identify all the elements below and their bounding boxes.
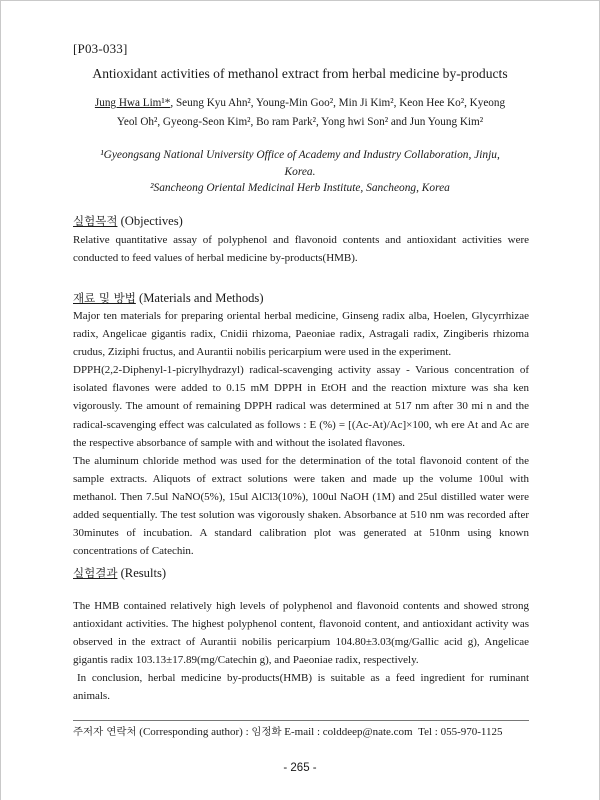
objectives-heading-ko: 실험목적 [73,214,118,228]
abstract-code: [P03-033] [73,41,128,56]
results-heading-ko: 실험결과 [73,566,118,580]
objectives-heading [73,213,529,229]
methods-paragraph-3: The aluminum chloride method was used for the determination of the total flavonoid content of the sample extracts. Aliquots of extract solutions were taken and made up the volume 100ul with methanol. Then 7.5ul NaNO(5%), 15ul AlCl3(10%), 100ul NaOH (1M) and 25ul distilled water were added sequentially. The test solution was vigorously shaken. Absorbance at 510 nm was recorded after 30minutes of incubation. A standard calibration plot was generated at 510nm using known concentrations of Catechin. [73,454,529,558]
affiliation-1a: ¹Gyeongsang National University Office of Academy and Industry Collaboration, Jinju, [100,149,500,161]
objectives-text [73,231,529,267]
author-list [61,94,539,132]
results-text [73,597,529,706]
methods-heading [73,290,529,306]
first-author: Jung Hwa Lim¹* [94,97,171,109]
objectives-heading-en: (Objectives) [120,214,183,228]
results-heading-en: (Results) [120,566,167,580]
objectives-paragraph: Relative quantitative assay of polyphenol and flavonoid contents and antioxidant activities were conducted to feed values of herbal medicine by-products(HMB). [73,234,529,265]
author-line-1: Jung Hwa Lim¹*, Seung Kyu Ahn², Young-Min Goo², Min Ji Kim², Keon Hee Ko², Kyeong [94,97,506,109]
methods-heading-en: (Materials and Methods) [139,291,264,305]
page-number: - 265 - [283,762,317,774]
paper-title: Antioxidant activities of methanol extract from herbal medicine by-products [92,66,508,81]
affiliation-1b: Korea. [284,165,316,178]
affiliations [61,147,539,197]
results-heading [73,565,529,581]
corresponding-label-en: (Corresponding author) : [139,726,249,738]
methods-text [73,307,529,560]
methods-paragraph-2: DPPH(2,2-Diphenyl-1-picrylhydrazyl) radical-scavenging activity assay - Various concentration of isolated flavones were added to 0.15 mM DPPH in EtOH and the reaction mixture was sha ken vigorously. The amount of remaining DPPH radical was determined at 517 nm after 30 mi n and the radical-scavenging effect was calculated as follows : E (%) = [(Ac-At)/Ac]×100, wh ere At and Ac are the respective absorbance of sample with and without the isolated flavones. [73,364,529,449]
results-paragraph-1: The HMB contained relatively high levels of polyphenol and flavonoid contents and showed strong antioxidant activities. The highest polyphenol content, flavonoid content, and antioxidant activity was observed in the extract of Aurantii nobilis pericarpium 104.80±3.03(mg/Gallic acid g), Angelicae gigantis radix 103.13±17.89(mg/Catechin g), and Paeoniae radix, respectively. [73,600,529,667]
corresponding-name: 임정화 [251,726,282,738]
corresponding-label-ko: 주저자 연락처 [73,726,137,738]
results-paragraph-2: In conclusion, herbal medicine by-products(HMB) is suitable as a feed ingredient for ruminant animals. [73,672,529,703]
footer-divider [73,720,529,721]
affiliation-2: ²Sancheong Oriental Medicinal Herb Institute, Sancheong, Korea [150,182,450,194]
corresponding-tel: Tel : 055-970-1125 [418,726,503,738]
author-line-2: Yeol Oh², Gyeong-Seon Kim², Bo ram Park², Yong hwi Son² and Jun Young Kim² [116,116,484,128]
methods-paragraph-1: Major ten materials for preparing oriental herbal medicine, Ginseng radix alba, Hoelen, Glycyrrhizae radix, Angelicae gigantis radix, Cnidii rhizoma, Paeoniae radix, Astragali radix, Zingiberis rhizoma crudus, Ziziphi fructus, and Aurantii nobilis pericarpium were used in the experiment. [73,310,529,359]
co-authors-1: Seung Kyu Ahn², Young-Min Goo², Min Ji Kim², Keon Hee Ko², Kyeong [175,97,506,109]
corresponding-email: E-mail : colddeep@nate.com [284,726,413,738]
corresponding-author [73,723,529,738]
methods-heading-ko: 재료 및 방법 [73,291,136,305]
